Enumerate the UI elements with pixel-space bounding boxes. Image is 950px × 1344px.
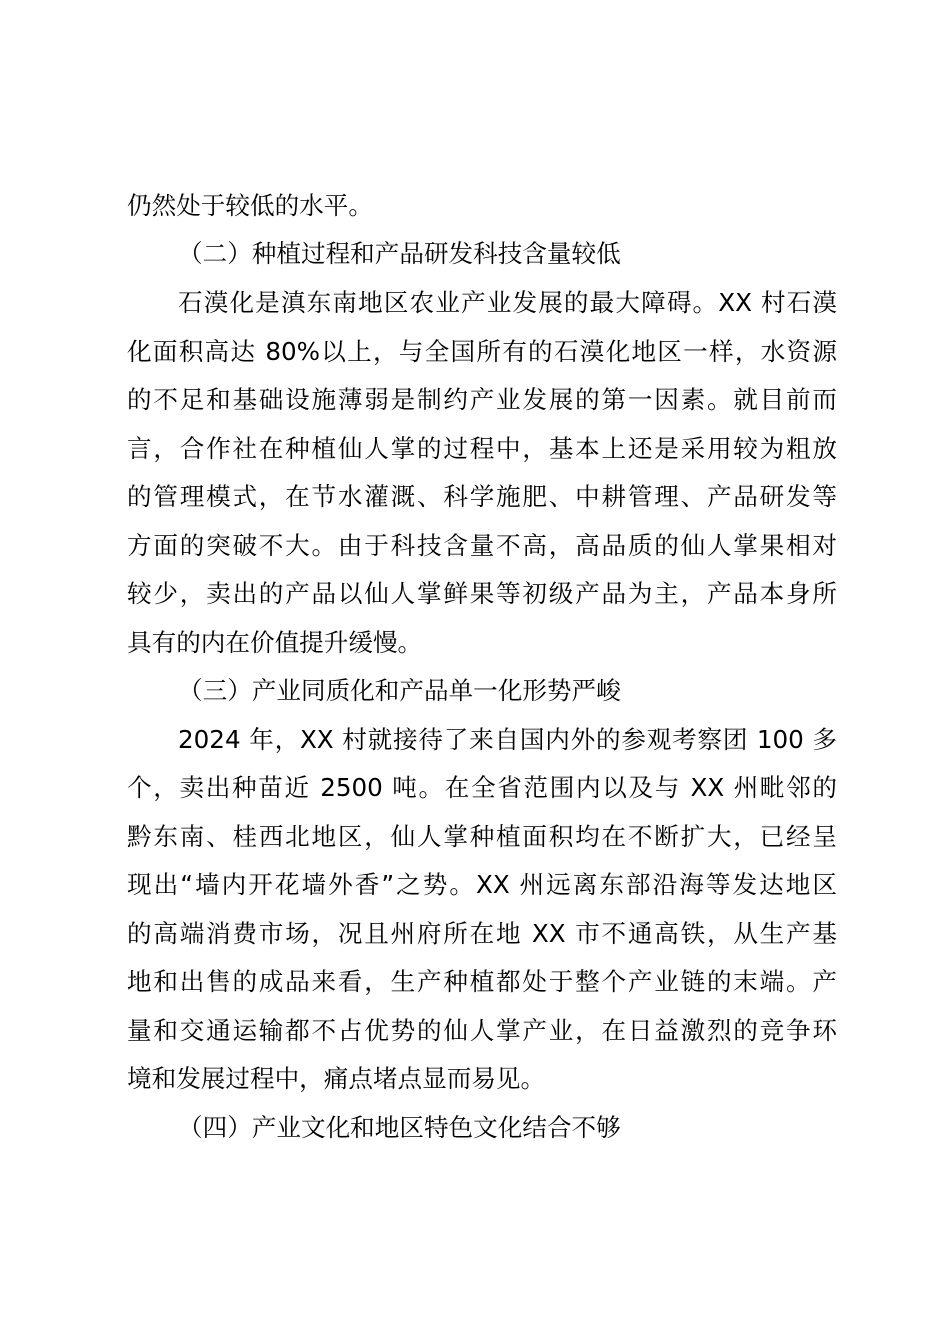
paragraph-line: 个，卖出种苗近 2500 吨。在全省范围内以及与 XX 州毗邻的	[127, 773, 837, 802]
paragraph-line: 的管理模式，在节水灌溉、科学施肥、中耕管理、产品研发等	[127, 482, 837, 511]
paragraph-line: 具有的内在价值提升缓慢。	[127, 628, 423, 657]
paragraph-line: 的不足和基础设施薄弱是制约产业发展的第一因素。就目前而	[127, 385, 837, 414]
paragraph-line: 量和交通运输都不占优势的仙人掌产业，在日益激烈的竞争环	[127, 1016, 837, 1045]
paragraph-line: 境和发展过程中，痛点堵点显而易见。	[127, 1064, 546, 1093]
paragraph-line: 黔东南、桂西北地区，仙人掌种植面积均在不断扩大，已经呈	[127, 822, 837, 851]
paragraph-line: 地和出售的成品来看，生产种植都处于整个产业链的末端。产	[127, 967, 837, 996]
section-heading-2: （二）种植过程和产品研发科技含量较低	[178, 239, 621, 268]
paragraph-line: 2024 年，XX 村就接待了来自国内外的参观考察团 100 多	[178, 725, 837, 754]
paragraph-line: 化面积高达 80%以上，与全国所有的石漠化地区一样，水资源	[127, 337, 837, 366]
paragraph-line: 较少，卖出的产品以仙人掌鲜果等初级产品为主，产品本身所	[127, 579, 837, 608]
paragraph-line: 仍然处于较低的水平。	[127, 191, 373, 220]
paragraph-line: 言，合作社在种植仙人掌的过程中，基本上还是采用较为粗放	[127, 434, 837, 463]
paragraph-line: 方面的突破不大。由于科技含量不高，高品质的仙人掌果相对	[127, 531, 837, 560]
section-heading-4: （四）产业文化和地区特色文化结合不够	[178, 1113, 621, 1142]
paragraph-line: 石漠化是滇东南地区农业产业发展的最大障碍。XX 村石漠	[178, 288, 837, 317]
paragraph-line: 的高端消费市场，况且州府所在地 XX 市不通高铁，从生产基	[127, 919, 837, 948]
section-heading-3: （三）产业同质化和产品单一化形势严峻	[178, 676, 621, 705]
paragraph-line: 现出“墙内开花墙外香”之势。XX 州远离东部沿海等发达地区	[127, 870, 837, 899]
